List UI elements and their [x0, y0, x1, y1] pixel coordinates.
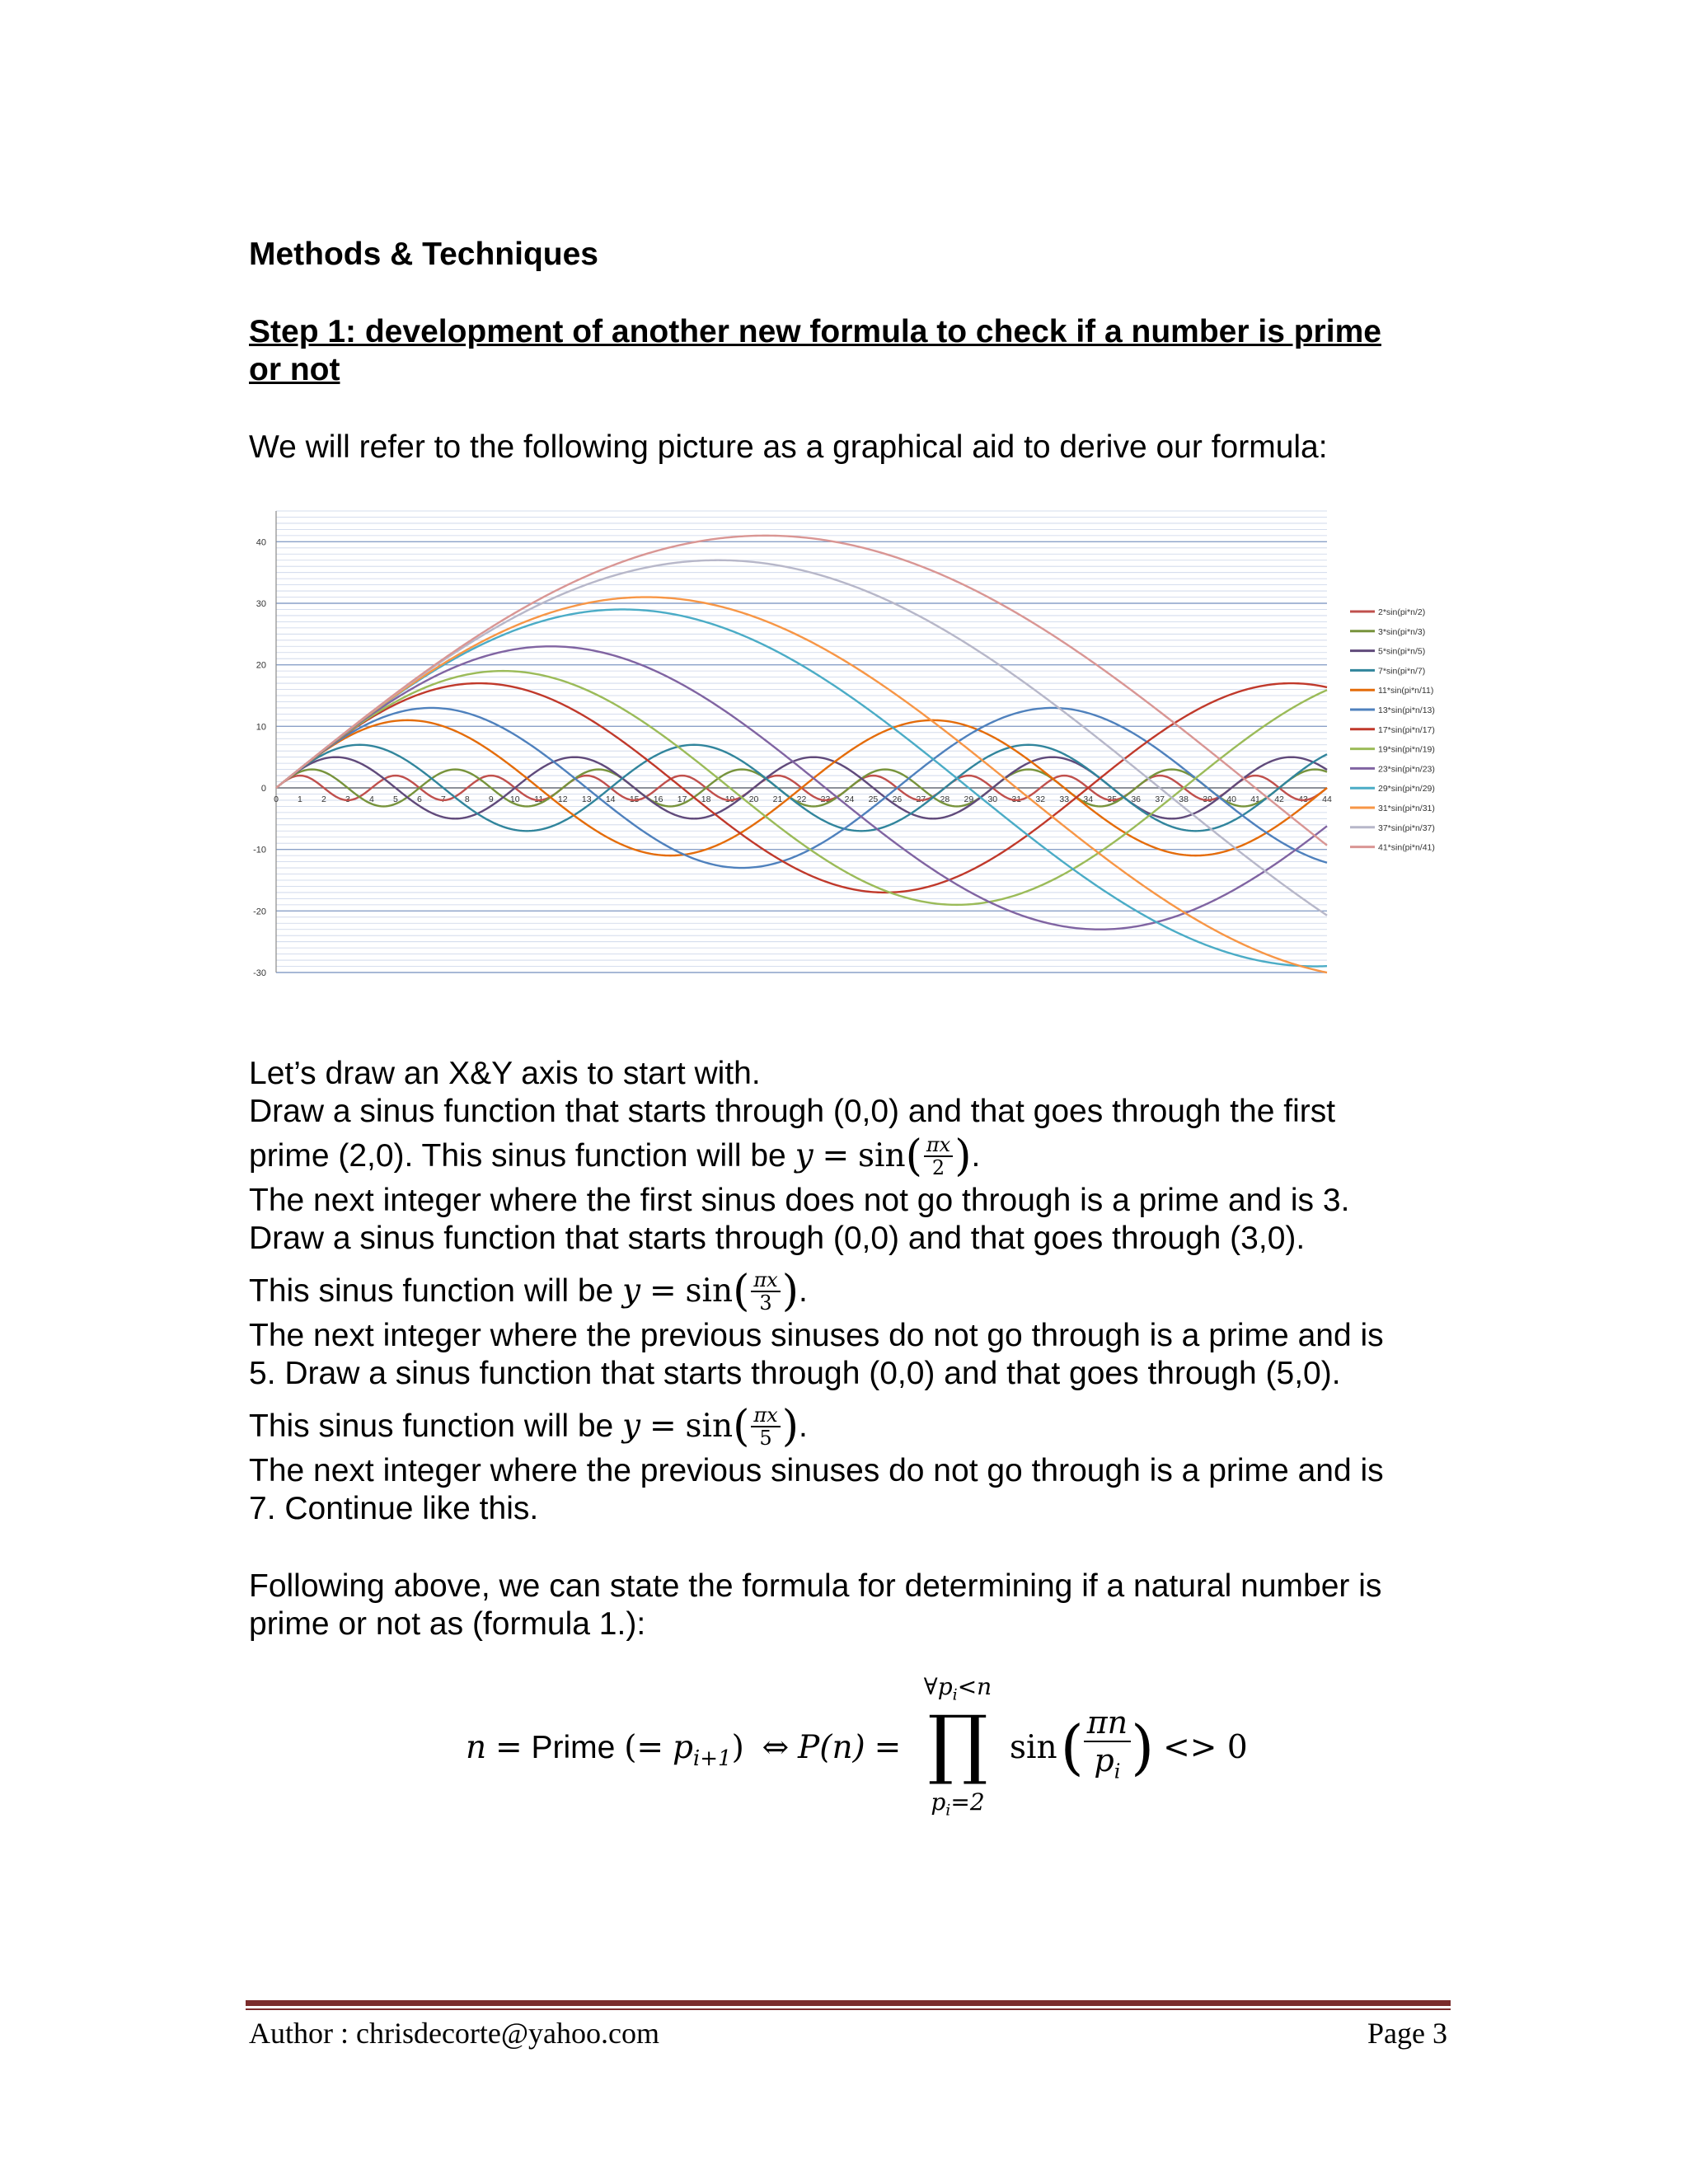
paragraph-line-9: [249, 1402, 808, 1451]
legend-label: 23*sin(pi*n/23): [1378, 764, 1435, 775]
eq-sin: sin: [685, 1408, 734, 1445]
x-tick-label: 17: [677, 794, 687, 804]
formula-product-block: [921, 1673, 995, 1821]
following-line-1: Following above, we can state the formula for determining if a natural number is: [249, 1568, 1382, 1604]
x-tick-label: 30: [987, 794, 998, 804]
eq-y: y: [622, 1408, 641, 1445]
x-tick-label: 43: [1298, 794, 1308, 804]
eq-numerator: πx: [751, 1269, 780, 1292]
legend-label: 31*sin(pi*n/31): [1378, 804, 1435, 813]
formula-prime-word: Prime: [531, 1730, 616, 1765]
intro-text: We will refer to the following picture as a graphical aid to derive our formula:: [249, 429, 1328, 465]
x-tick-label: 28: [940, 794, 950, 804]
legend-label: 37*sin(pi*n/37): [1378, 823, 1435, 833]
x-tick-label: 20: [748, 794, 759, 804]
sine-chart: [247, 494, 1451, 989]
formula-upper-rest: <n: [957, 1673, 992, 1700]
footer-rule-thin: [246, 2008, 1451, 2010]
x-tick-label: 9: [488, 794, 494, 804]
x-tick-label: 4: [368, 794, 374, 804]
section-title: Methods & Techniques: [249, 237, 598, 272]
eq-period: .: [798, 1408, 808, 1444]
equation-sin-pi-x-3: y = sin ( $\frac{\pi x}{3}$ ) .: [622, 1267, 808, 1316]
x-tick-label: 2: [321, 794, 326, 804]
y-tick-label: -20: [253, 907, 266, 917]
equation-sin-pi-x-2: y = sin ( $\frac{\pi x}{2}$ ) .: [795, 1132, 981, 1181]
x-tick-label: 42: [1274, 794, 1284, 804]
x-tick-label: 24: [844, 794, 855, 804]
paragraph-line-11: 7. Continue like this.: [249, 1491, 539, 1526]
x-tick-label: 1: [298, 794, 302, 804]
equation-sin-pi-x-5: y = sin ( $\frac{\pi x}{5}$ ) .: [622, 1402, 808, 1451]
legend-label: 41*sin(pi*n/41): [1378, 842, 1435, 853]
paragraph-line-4: The next integer where the first sinus does not go through is a prime and is 3.: [249, 1183, 1350, 1218]
x-tick-label: 7: [440, 794, 446, 804]
eq-fraction: [751, 1269, 780, 1314]
eq-sin: sin: [857, 1137, 906, 1174]
y-tick-label: -10: [253, 845, 266, 855]
paragraph-line-8: 5. Draw a sinus function that starts through (0,0) and that goes through (5,0).: [249, 1356, 1341, 1391]
paragraph-line-3-text: prime (2,0). This sinus function will be: [249, 1138, 786, 1174]
formula-open-paren: (: [624, 1729, 637, 1766]
formula-iff-symbol: ⇔: [762, 1729, 790, 1766]
step-heading-line2: or not: [249, 352, 340, 387]
eq-y: y: [795, 1137, 814, 1174]
x-tick-label: 18: [701, 794, 711, 804]
x-tick-label: 22: [796, 794, 807, 804]
series-line: [276, 598, 1327, 973]
footer-author: Author : chrisdecorte@yahoo.com: [249, 2017, 660, 2050]
formula-not-equal-zero: <> 0: [1163, 1728, 1248, 1766]
x-tick-label: 33: [1059, 794, 1070, 804]
formula-sin: sin: [1010, 1728, 1057, 1766]
formula-product-symbol: ∏: [927, 1699, 988, 1788]
x-tick-label: 10: [509, 794, 520, 804]
y-tick-label: 30: [256, 599, 266, 609]
eq-sin: sin: [685, 1272, 734, 1310]
x-tick-label: 40: [1226, 794, 1236, 804]
paragraph-line-6: [249, 1267, 808, 1316]
eq-denominator: 3: [759, 1291, 772, 1315]
x-tick-label: 38: [1179, 794, 1189, 804]
x-tick-label: 16: [653, 794, 663, 804]
footer-page-number: Page 3: [1367, 2017, 1447, 2050]
legend-label: 11*sin(pi*n/11): [1378, 686, 1434, 696]
paragraph-line-2: Draw a sinus function that starts through (0,0) and that goes through the first: [249, 1094, 1336, 1129]
x-tick-label: 12: [557, 794, 568, 804]
formula-equals-3: =: [874, 1729, 902, 1766]
paragraph-line-7: The next integer where the previous sinuses do not go through is a prime and is: [249, 1318, 1384, 1353]
x-tick-label: 35: [1107, 794, 1118, 804]
x-tick-label: 0: [274, 794, 279, 804]
x-tick-label: 32: [1035, 794, 1046, 804]
x-tick-label: 8: [464, 794, 470, 804]
formula-denominator-p: p: [1094, 1742, 1114, 1779]
formula-equals-1: =: [495, 1729, 523, 1766]
legend-label: 2*sin(pi*n/2): [1378, 607, 1426, 617]
legend-label: 19*sin(pi*n/19): [1378, 744, 1435, 755]
x-tick-label: 37: [1155, 794, 1165, 804]
eq-y: y: [622, 1272, 641, 1310]
legend-label: 17*sin(pi*n/17): [1378, 724, 1435, 735]
eq-period: .: [971, 1138, 981, 1174]
formula-1: [466, 1673, 1290, 1821]
formula-upper-p: ∀p: [923, 1673, 953, 1700]
formula-numerator: πn: [1084, 1704, 1131, 1742]
y-tick-label: 40: [256, 537, 266, 548]
y-tick-label: 20: [256, 660, 266, 671]
x-tick-label: 13: [581, 794, 592, 804]
paragraph-line-6-text: This sinus function will be: [249, 1273, 614, 1309]
x-tick-label: 15: [629, 794, 640, 804]
y-tick-label: 10: [256, 722, 266, 733]
eq-equals: =: [649, 1272, 677, 1310]
eq-equals: =: [822, 1137, 850, 1174]
x-tick-label: 44: [1322, 794, 1332, 804]
eq-fraction: [751, 1404, 780, 1449]
y-tick-label: -30: [253, 968, 266, 978]
x-tick-label: 3: [345, 794, 350, 804]
formula-close-paren: ): [731, 1729, 744, 1766]
step-heading-line1: Step 1: development of another new formula to check if a number is prime: [249, 314, 1381, 349]
x-tick-label: 31: [1011, 794, 1022, 804]
formula-left: [466, 1729, 901, 1778]
x-tick-label: 36: [1131, 794, 1142, 804]
formula-equals-2: =: [636, 1729, 664, 1766]
eq-numerator: πx: [924, 1134, 953, 1157]
formula-lower-sub: i: [945, 1801, 951, 1820]
x-tick-label: 41: [1250, 794, 1260, 804]
x-tick-label: 39: [1203, 794, 1212, 804]
x-tick-label: 23: [820, 794, 831, 804]
x-tick-label: 14: [605, 794, 616, 804]
formula-fraction: [1084, 1704, 1131, 1790]
x-tick-label: 29: [964, 794, 974, 804]
x-tick-label: 34: [1083, 794, 1094, 804]
eq-denominator: 5: [759, 1427, 772, 1450]
eq-numerator: πx: [751, 1404, 780, 1427]
formula-p-next: p: [672, 1729, 693, 1766]
eq-denominator: 2: [931, 1156, 945, 1179]
legend-label: 7*sin(pi*n/7): [1378, 666, 1426, 677]
x-tick-label: 25: [868, 794, 879, 804]
paragraph-line-3: [249, 1132, 981, 1181]
formula-right: sin ( πn $p_i$ ) <> 0: [1010, 1706, 1248, 1788]
formula-p-next-subscript: i+1: [692, 1746, 732, 1771]
eq-fraction: [924, 1134, 953, 1179]
eq-period: .: [798, 1273, 808, 1309]
paragraph-line-10: The next integer where the previous sinuses do not go through is a prime and is: [249, 1453, 1384, 1488]
eq-equals: =: [649, 1408, 677, 1445]
y-tick-label: 0: [260, 784, 266, 794]
legend-label: 13*sin(pi*n/13): [1378, 705, 1435, 715]
formula-P-of-n: P(n): [797, 1729, 865, 1766]
formula-denominator-sub: i: [1114, 1760, 1121, 1783]
x-tick-label: 27: [916, 794, 926, 804]
paragraph-line-1: Let’s draw an X&Y axis to start with.: [249, 1056, 761, 1091]
series-line: [276, 560, 1327, 916]
formula-upper-sub: i: [952, 1685, 958, 1704]
paragraph-line-5: Draw a sinus function that starts through (0,0) and that goes through (3,0).: [249, 1221, 1306, 1256]
x-tick-label: 5: [392, 794, 398, 804]
x-tick-label: 11: [534, 794, 544, 804]
footer-rule-thick: [246, 2000, 1451, 2006]
formula-lower-p: p: [931, 1788, 946, 1816]
legend-label: 29*sin(pi*n/29): [1378, 784, 1435, 794]
following-line-2: prime or not as (formula 1.):: [249, 1606, 646, 1642]
formula-lower-rest: =2: [950, 1788, 985, 1816]
x-tick-label: 21: [772, 794, 783, 804]
x-tick-label: 19: [724, 794, 735, 804]
formula-n: n: [466, 1729, 487, 1766]
formula-product-lower: [912, 1788, 1003, 1825]
legend-label: 5*sin(pi*n/5): [1378, 646, 1426, 657]
legend-label: 3*sin(pi*n/3): [1378, 626, 1426, 637]
paragraph-line-9-text: This sinus function will be: [249, 1408, 614, 1444]
x-tick-label: 26: [892, 794, 903, 804]
x-tick-label: 6: [416, 794, 422, 804]
